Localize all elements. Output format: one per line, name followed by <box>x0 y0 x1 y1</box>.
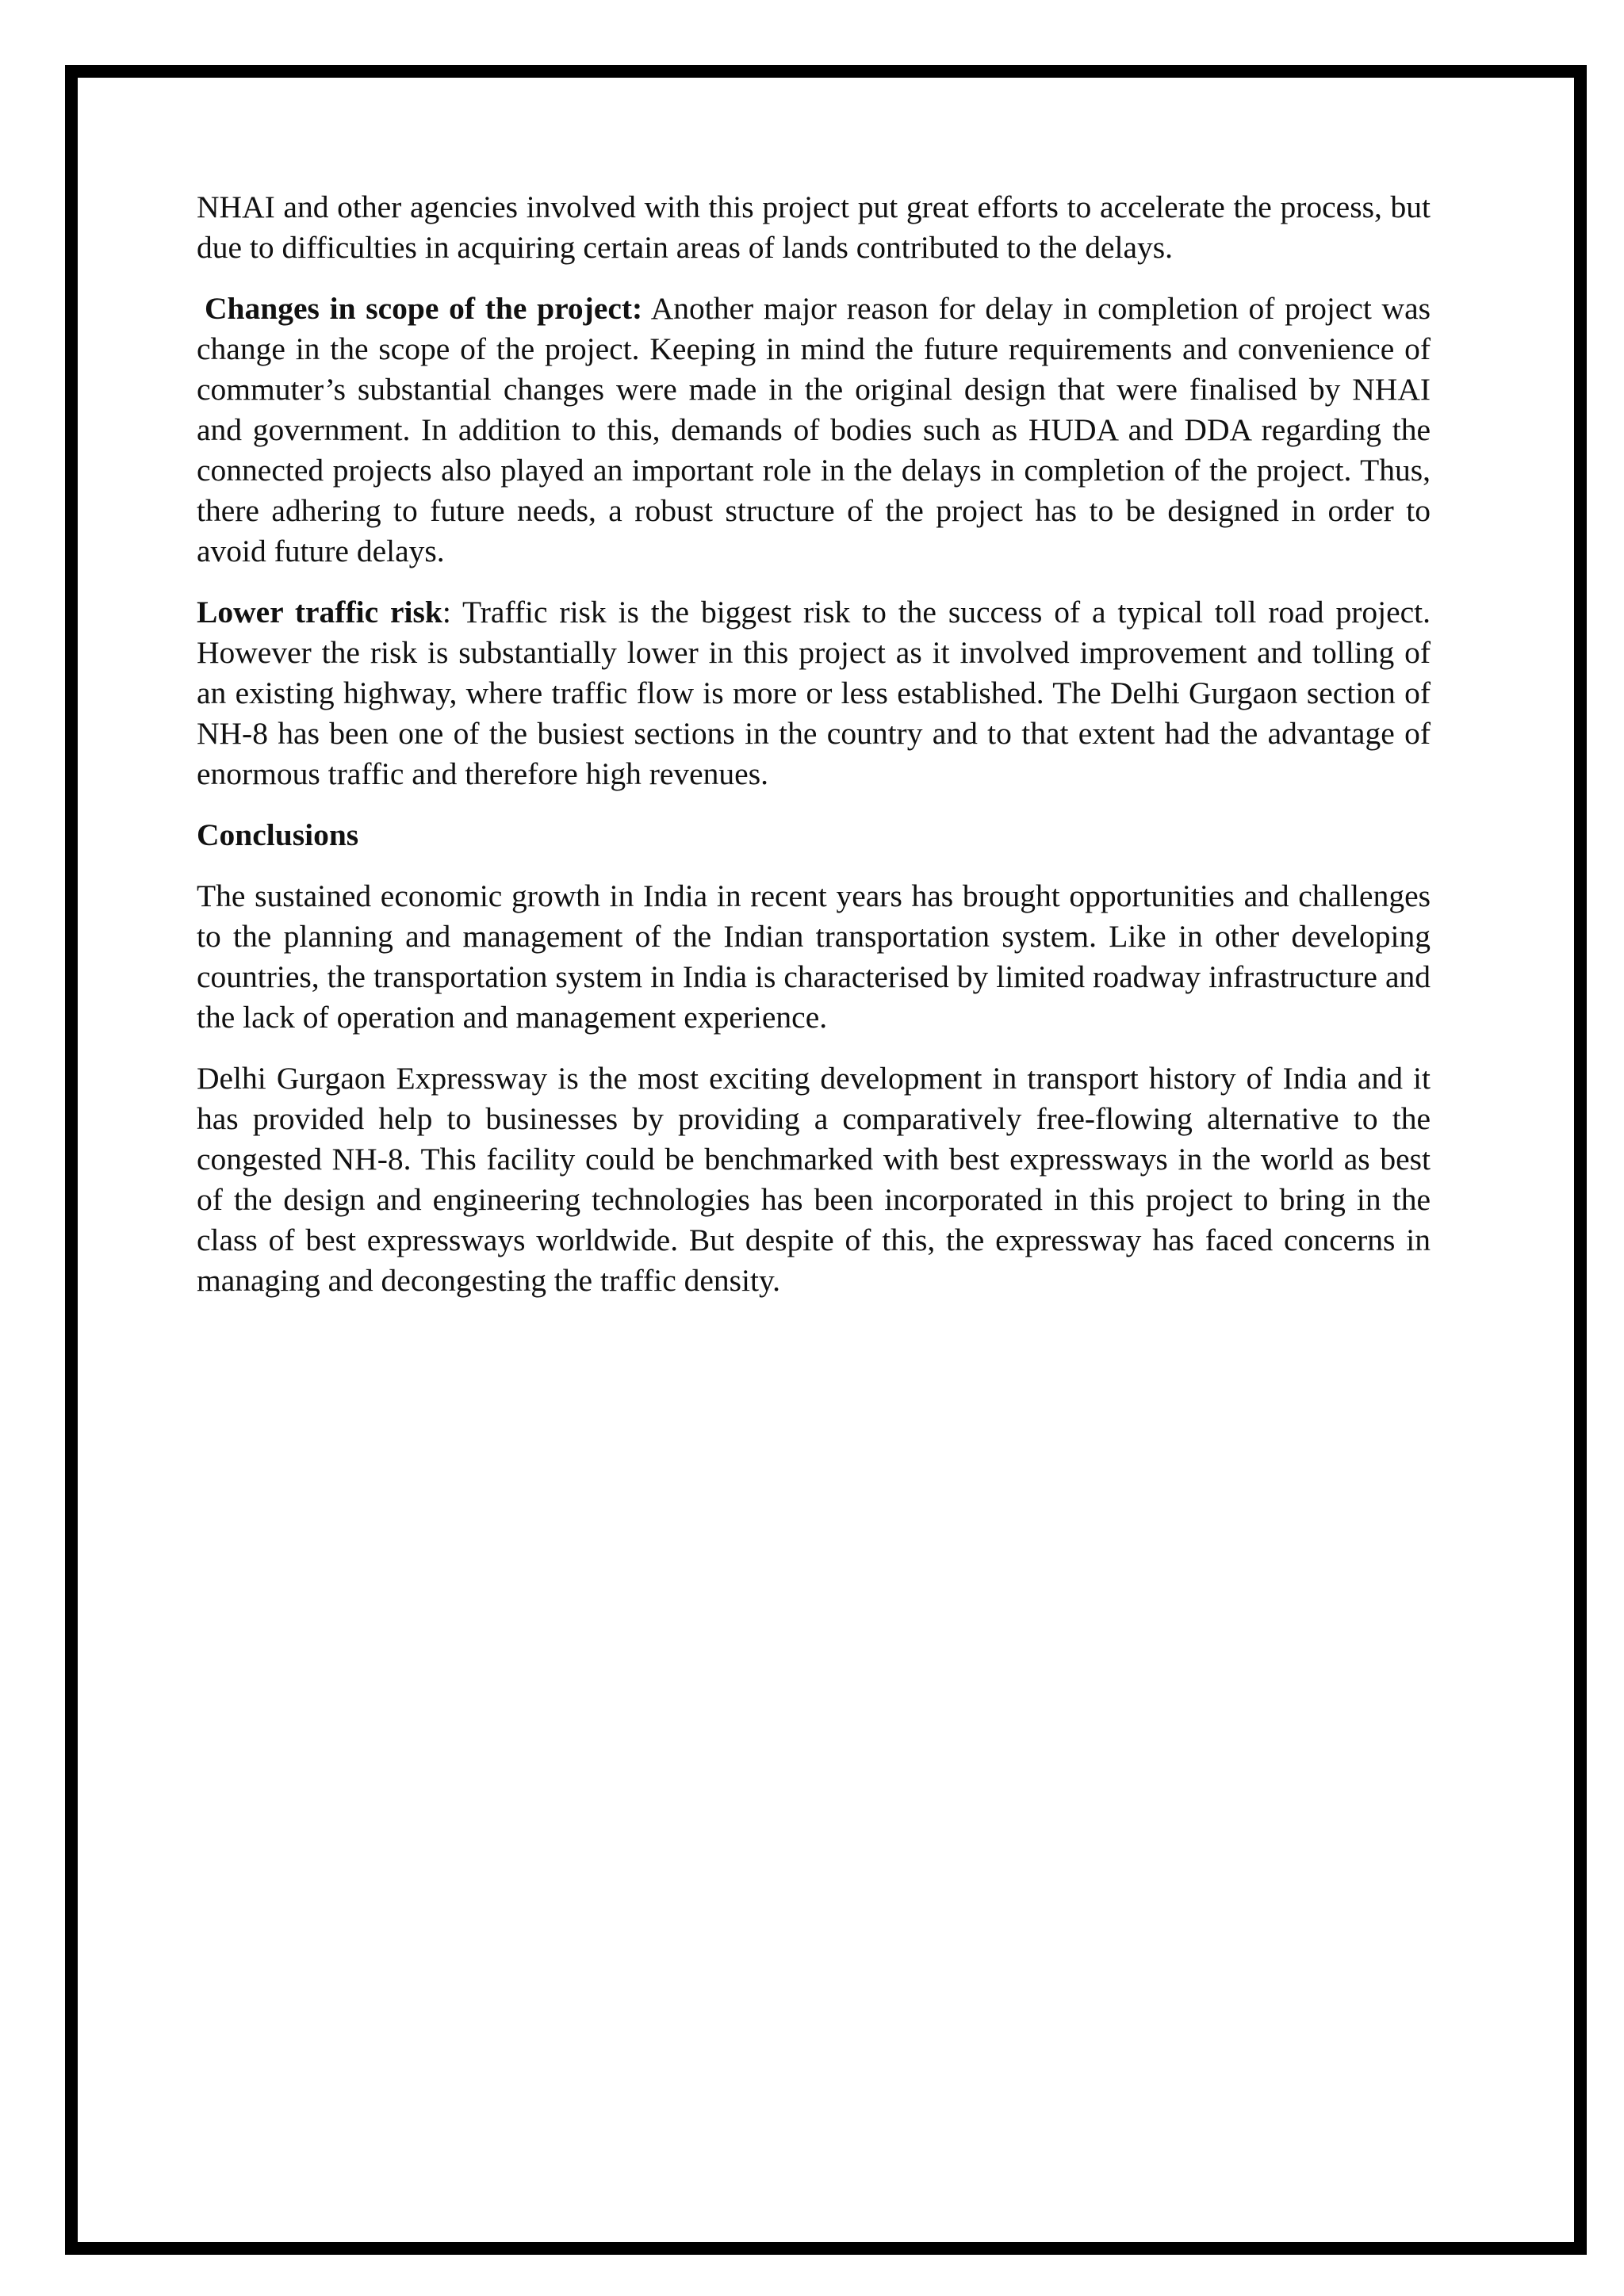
conclusions-paragraph: Delhi Gurgaon Expressway is the most exciting development in transport history of India and it has provided help to businesses by providing a comparatively free-flowing alternative to the congested NH-8. This facility could be benchmarked with best expressways in the world as best of the design and engineering technologies has been incorporated in this project to bring in the class of best expressways worldwide. But despite of this, the expressway has faced concerns in managing and decongesting the traffic density. <box>197 1061 1431 1298</box>
conclusions-heading: Conclusions <box>197 817 359 852</box>
paragraph-scope-changes <box>197 289 1431 572</box>
document-body <box>197 187 1431 1322</box>
paragraph-lead: Lower traffic risk <box>197 595 442 629</box>
paragraph-text: : Traffic risk is the biggest risk to the success of a typical toll road project. However the risk is substantially lower in this project as it involved improvement and tolling of an existing highway, where traffic flow is more or less established. The Delhi Gurgaon section of NH-8 has been one of the busiest sections in the country and to that extent had the advantage of enormous traffic and therefore high revenues. <box>197 595 1431 791</box>
conclusions-paragraph: The sustained economic growth in India in recent years has brought opportunities and challenges to the planning and management of the Indian transportation system. Like in other developing countries, the transportation system in India is characterised by limited roadway infrastructure and the lack of operation and management experience. <box>197 878 1431 1035</box>
paragraph-text: Another major reason for delay in completion of project was change in the scope of the project. Keeping in mind the future requirements and convenience of commuter’s substantial changes were made in the original design that were finalised by NHAI and government. In addition to this, demands of bodies such as HUDA and DDA regarding the connected projects also played an important role in the delays in completion of the project. Thus, there adhering to future needs, a robust structure of the project has to be designed in order to avoid future delays. <box>197 291 1431 568</box>
paragraph-text: NHAI and other agencies involved with this project put great efforts to accelerate the process, but due to difficulties in acquiring certain areas of lands contributed to the delays. <box>197 189 1431 265</box>
paragraph-lead: Changes in scope of the project: <box>205 291 643 326</box>
paragraph-land-acquisition <box>197 187 1431 268</box>
paragraph-traffic-risk <box>197 592 1431 794</box>
